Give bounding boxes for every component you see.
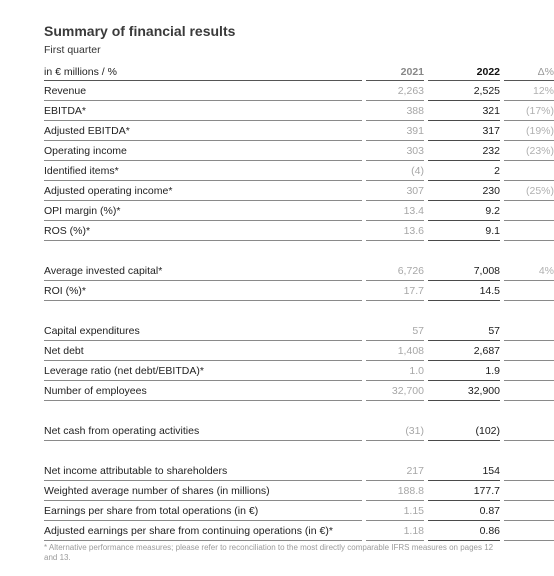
table-row — [44, 81, 554, 101]
row-rule — [504, 240, 554, 241]
value-2022: 321 — [482, 105, 500, 117]
value-2022: 7,008 — [473, 265, 500, 277]
table-row — [44, 421, 512, 441]
value-2022: 0.87 — [479, 505, 500, 517]
value-2022: 154 — [482, 465, 500, 477]
table-row — [44, 121, 554, 141]
value-2021: 17.7 — [403, 285, 424, 297]
value-2021: 217 — [406, 465, 424, 477]
value-delta: (19%) — [525, 125, 554, 137]
value-2021: 1.18 — [403, 525, 424, 537]
footnote: * Alternative performance measures; please refer to reconciliation to the most directly comparable IFRS measures on pages 12 and 13. — [44, 543, 494, 562]
row-label: OPI margin (%)* — [44, 205, 121, 217]
table-row — [44, 141, 554, 161]
row-rule — [44, 240, 362, 241]
row-label: Adjusted earnings per share from continuing operations (in €)* — [44, 525, 333, 537]
value-delta: (25%) — [525, 185, 554, 197]
value-2022: 0.86 — [479, 525, 500, 537]
value-2021: 13.6 — [403, 225, 424, 237]
row-label: ROS (%)* — [44, 225, 91, 237]
header-2021: 2021 — [400, 66, 424, 78]
row-rule — [366, 300, 424, 301]
value-2021: (4) — [411, 165, 424, 177]
row-label: ROI (%)* — [44, 285, 86, 297]
value-delta: (23%) — [525, 145, 554, 157]
value-2022: 57 — [488, 325, 500, 337]
row-rule — [44, 400, 362, 401]
row-label: Operating income — [44, 145, 127, 157]
value-2021: 6,726 — [397, 265, 424, 277]
value-delta: 4% — [538, 265, 554, 277]
row-label: Number of employees — [44, 385, 147, 397]
group-spacer — [44, 401, 512, 421]
value-2022: 232 — [482, 145, 500, 157]
row-label: EBITDA* — [44, 105, 87, 117]
table-row — [44, 341, 512, 361]
row-label: Earnings per share from total operations (in €) — [44, 505, 259, 517]
table-row — [44, 521, 512, 541]
row-rule — [366, 440, 424, 441]
value-2021: 307 — [406, 185, 424, 197]
header-2022: 2022 — [476, 66, 500, 78]
table-row — [44, 161, 512, 181]
value-2021: 1.0 — [409, 365, 424, 377]
row-rule — [44, 540, 362, 541]
table-row — [44, 381, 512, 401]
value-2021: 57 — [412, 325, 424, 337]
row-rule — [504, 300, 554, 301]
table-row — [44, 281, 512, 301]
table-row — [44, 201, 512, 221]
value-2022: 2,687 — [473, 345, 500, 357]
value-2021: 13.4 — [403, 205, 424, 217]
value-2022: 9.1 — [485, 225, 500, 237]
value-2021: 303 — [406, 145, 424, 157]
value-2021: 188.8 — [397, 485, 424, 497]
value-2022: 1.9 — [485, 365, 500, 377]
table-body — [44, 81, 554, 541]
row-rule — [428, 400, 500, 401]
value-2022: 177.7 — [473, 485, 500, 497]
row-rule — [44, 300, 362, 301]
value-2022: 230 — [482, 185, 500, 197]
row-label: Weighted average number of shares (in millions) — [44, 485, 270, 497]
value-2021: (31) — [405, 425, 424, 437]
value-2021: 391 — [406, 125, 424, 137]
table-row — [44, 221, 512, 241]
value-2021: 32,700 — [391, 385, 424, 397]
row-rule — [428, 540, 500, 541]
value-2022: 2,525 — [473, 85, 500, 97]
row-rule — [504, 540, 554, 541]
value-2022: 2 — [494, 165, 500, 177]
header-row — [44, 63, 554, 81]
table-title: Summary of financial results — [44, 23, 236, 39]
row-label: Net income attributable to shareholders — [44, 465, 228, 477]
row-rule — [44, 440, 362, 441]
value-2022: 9.2 — [485, 205, 500, 217]
table-row — [44, 461, 512, 481]
row-label: Adjusted operating income* — [44, 185, 173, 197]
value-2021: 388 — [406, 105, 424, 117]
group-spacer — [44, 301, 512, 321]
table-row — [44, 501, 512, 521]
row-label: Adjusted EBITDA* — [44, 125, 130, 137]
row-label: Identified items* — [44, 165, 119, 177]
table-row — [44, 101, 554, 121]
row-label: Revenue — [44, 85, 87, 97]
row-rule — [428, 240, 500, 241]
row-label: Net cash from operating activities — [44, 425, 200, 437]
row-rule — [504, 440, 554, 441]
group-spacer — [44, 441, 512, 461]
row-label: Net debt — [44, 345, 84, 357]
table-row — [44, 321, 512, 341]
row-rule — [504, 400, 554, 401]
row-rule — [366, 400, 424, 401]
row-rule — [366, 540, 424, 541]
header-delta: Δ% — [537, 66, 554, 78]
table-subtitle: First quarter — [44, 44, 101, 56]
value-2022: 14.5 — [479, 285, 500, 297]
row-rule — [366, 240, 424, 241]
table-row — [44, 481, 512, 501]
table-row — [44, 181, 554, 201]
table-row — [44, 261, 554, 281]
value-delta: 12% — [532, 85, 554, 97]
value-2022: (102) — [475, 425, 500, 437]
value-2021: 1.15 — [403, 505, 424, 517]
row-rule — [428, 440, 500, 441]
value-delta: (17%) — [525, 105, 554, 117]
table-row — [44, 361, 512, 381]
row-rule — [428, 300, 500, 301]
row-label: Capital expenditures — [44, 325, 140, 337]
header-unit-label: in € millions / % — [44, 66, 117, 78]
value-2021: 2,263 — [397, 85, 424, 97]
value-2022: 317 — [482, 125, 500, 137]
group-spacer — [44, 241, 512, 261]
value-2022: 32,900 — [467, 385, 500, 397]
financial-summary-table — [44, 22, 554, 563]
row-label: Average invested capital* — [44, 265, 163, 277]
row-label: Leverage ratio (net debt/EBITDA)* — [44, 365, 204, 377]
value-2021: 1,408 — [397, 345, 424, 357]
